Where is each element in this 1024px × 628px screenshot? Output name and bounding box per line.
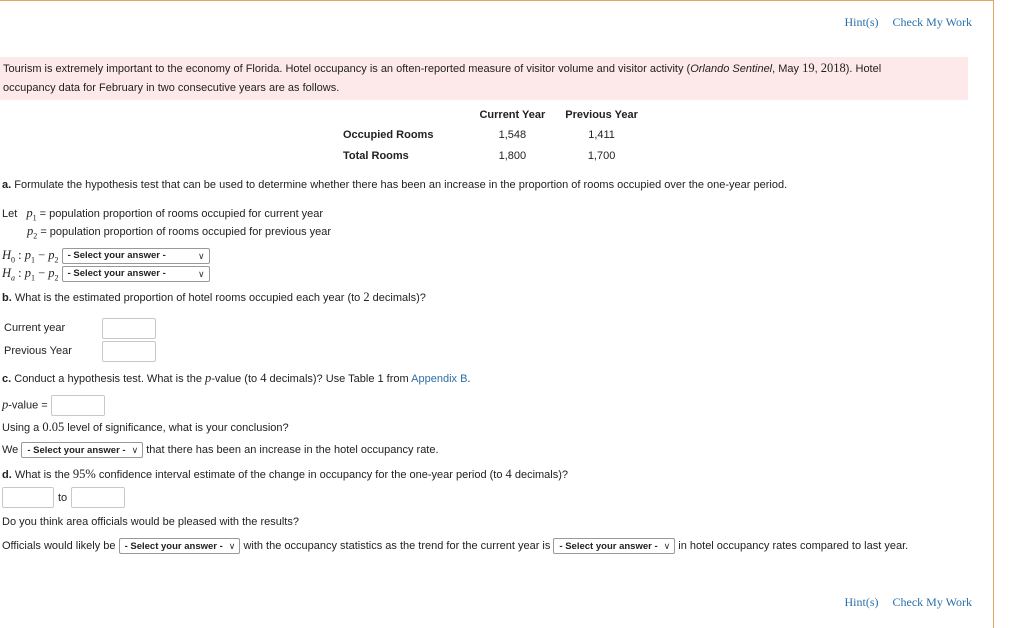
part-d-text-post: decimals)? [511, 469, 569, 481]
officials-select[interactable] [119, 538, 241, 554]
hint-toolbar-bottom [831, 595, 972, 610]
table-header-current: Current Year [479, 109, 546, 121]
h0-symbol: $H_0$ [2, 248, 16, 265]
let-label: Let [2, 208, 18, 220]
alpha-value: 0.05 [42, 420, 65, 434]
chevron-down-icon: ∨ [197, 269, 205, 280]
officials-text-post: in hotel occupancy rates compared to last year. [678, 540, 909, 552]
officials-text-pre: Officials would likely be [2, 540, 116, 552]
h0-select[interactable] [62, 248, 210, 264]
p2-symbol: $p_2$ [27, 224, 38, 241]
table-row [333, 124, 648, 145]
hint-toolbar-top [831, 15, 972, 30]
pvalue-row [2, 395, 105, 416]
intro-year: 2018 [820, 61, 846, 75]
part-a-label: a. [2, 179, 12, 191]
hints-link[interactable]: Hint(s) [844, 595, 879, 609]
sig-text-pre: Using a [2, 422, 43, 434]
part-d-question [2, 466, 568, 483]
check-my-work-link[interactable]: Check My Work [892, 595, 972, 609]
ha-row [2, 265, 210, 287]
intro-text-after: ). Hotel [845, 63, 882, 75]
part-b-label: b. [2, 292, 12, 304]
officials-row [2, 538, 908, 554]
sig-text-post: level of significance, what is your conclusion? [64, 422, 289, 434]
part-a-text: Formulate the hypothesis test that can be used to determine whether there has been an increase in the proportion of rooms occupied over the one-year period. [11, 179, 788, 191]
part-d-decimals: 4 [505, 467, 512, 481]
intro-day: 19 [802, 61, 815, 75]
conclusion-select[interactable] [21, 442, 143, 458]
h0-expression: : $p_1 - p_2$ [18, 248, 59, 265]
problem-intro [0, 57, 968, 100]
chevron-down-icon: ∨ [663, 541, 671, 552]
part-d-text: What is the [11, 469, 73, 481]
p1-def-text: = population proportion of rooms occupied for current year [39, 208, 324, 220]
previous-year-input[interactable] [102, 341, 156, 362]
part-c-text-post: decimals)? Use Table 1 from [266, 373, 412, 385]
part-c-decimals: 4 [260, 371, 267, 385]
chevron-down-icon: ∨ [131, 445, 139, 456]
trend-select-label: - Select your answer - [559, 541, 658, 553]
p2-def-text: = population proportion of rooms occupied for previous year [40, 226, 332, 238]
current-year-label: Current year [4, 322, 66, 334]
cell-current: 1,800 [498, 149, 527, 162]
ci-upper-input[interactable] [71, 487, 125, 508]
conclusion-select-label: - Select your answer - [27, 445, 126, 457]
pvalue-p-symbol: p [2, 397, 9, 412]
part-c-text: Conduct a hypothesis test. What is the [11, 373, 206, 385]
p1-symbol: $p_1$ [26, 206, 37, 223]
occupancy-table [333, 106, 648, 166]
part-c-text-mid: -value (to [211, 373, 261, 385]
part-d-text-mid: confidence interval estimate of the change in occupancy for the one-year period (to [95, 469, 506, 481]
part-b-text: What is the estimated proportion of hotel rooms occupied each year (to [11, 292, 364, 304]
part-b-decimals: 2 [363, 290, 370, 304]
ha-symbol: $H_a$ [2, 266, 16, 283]
conclusion-row [2, 442, 439, 458]
we-label: We [2, 444, 19, 456]
chevron-down-icon: ∨ [197, 251, 205, 262]
to-label: to [58, 492, 68, 504]
ha-select-label: - Select your answer - [67, 268, 166, 280]
row-label: Total Rooms [343, 149, 409, 162]
row-label: Occupied Rooms [343, 128, 434, 141]
ci-lower-input[interactable] [2, 487, 54, 508]
officials-select-label: - Select your answer - [124, 541, 223, 553]
appendix-b-link[interactable]: Appendix B [411, 373, 468, 385]
confidence-level: 95% [72, 467, 96, 481]
intro-line2: occupancy data for February in two consecutive years are as follows. [3, 82, 340, 94]
part-c-label: c. [2, 373, 12, 385]
h0-select-label: - Select your answer - [67, 250, 166, 262]
intro-source: Orlando Sentinel [690, 63, 773, 75]
cell-current: 1,548 [498, 128, 527, 141]
current-year-input[interactable] [102, 318, 156, 339]
table-row [333, 145, 648, 166]
chevron-down-icon: ∨ [228, 541, 236, 552]
ha-select[interactable] [62, 266, 210, 282]
intro-comma: , [814, 63, 821, 75]
part-b-question [2, 289, 426, 306]
officials-text-mid: with the occupancy statistics as the trend for the current year is [243, 540, 551, 552]
intro-text: Tourism is extremely important to the economy of Florida. Hotel occupancy is an often-reported measure of visitor volume and visitor activity ( [3, 63, 691, 75]
part-a-question [2, 177, 787, 193]
previous-year-label: Previous Year [4, 345, 72, 357]
pleased-question: Do you think area officials would be pleased with the results? [2, 516, 299, 528]
part-d-label: d. [2, 469, 12, 481]
pvalue-label: -value = [8, 399, 48, 412]
conclusion-text: that there has been an increase in the hotel occupancy rate. [146, 444, 439, 456]
hints-link[interactable]: Hint(s) [844, 15, 879, 29]
table-header-previous: Previous Year [565, 109, 638, 121]
trend-select[interactable] [553, 538, 675, 554]
pvalue-input[interactable] [51, 395, 105, 416]
part-b-text-post: decimals)? [369, 292, 426, 304]
check-my-work-link[interactable]: Check My Work [892, 15, 972, 29]
significance-question [2, 419, 289, 436]
intro-text-mid: , May [772, 63, 803, 75]
part-c-period: . [467, 373, 471, 385]
p-symbol: p [205, 371, 212, 385]
p2-definition [27, 223, 331, 245]
part-c-question [2, 370, 470, 387]
ha-expression: : $p_1 - p_2$ [18, 266, 59, 283]
table-header-blank [333, 106, 469, 124]
cell-previous: 1,411 [588, 128, 615, 141]
cell-previous: 1,700 [587, 149, 616, 162]
